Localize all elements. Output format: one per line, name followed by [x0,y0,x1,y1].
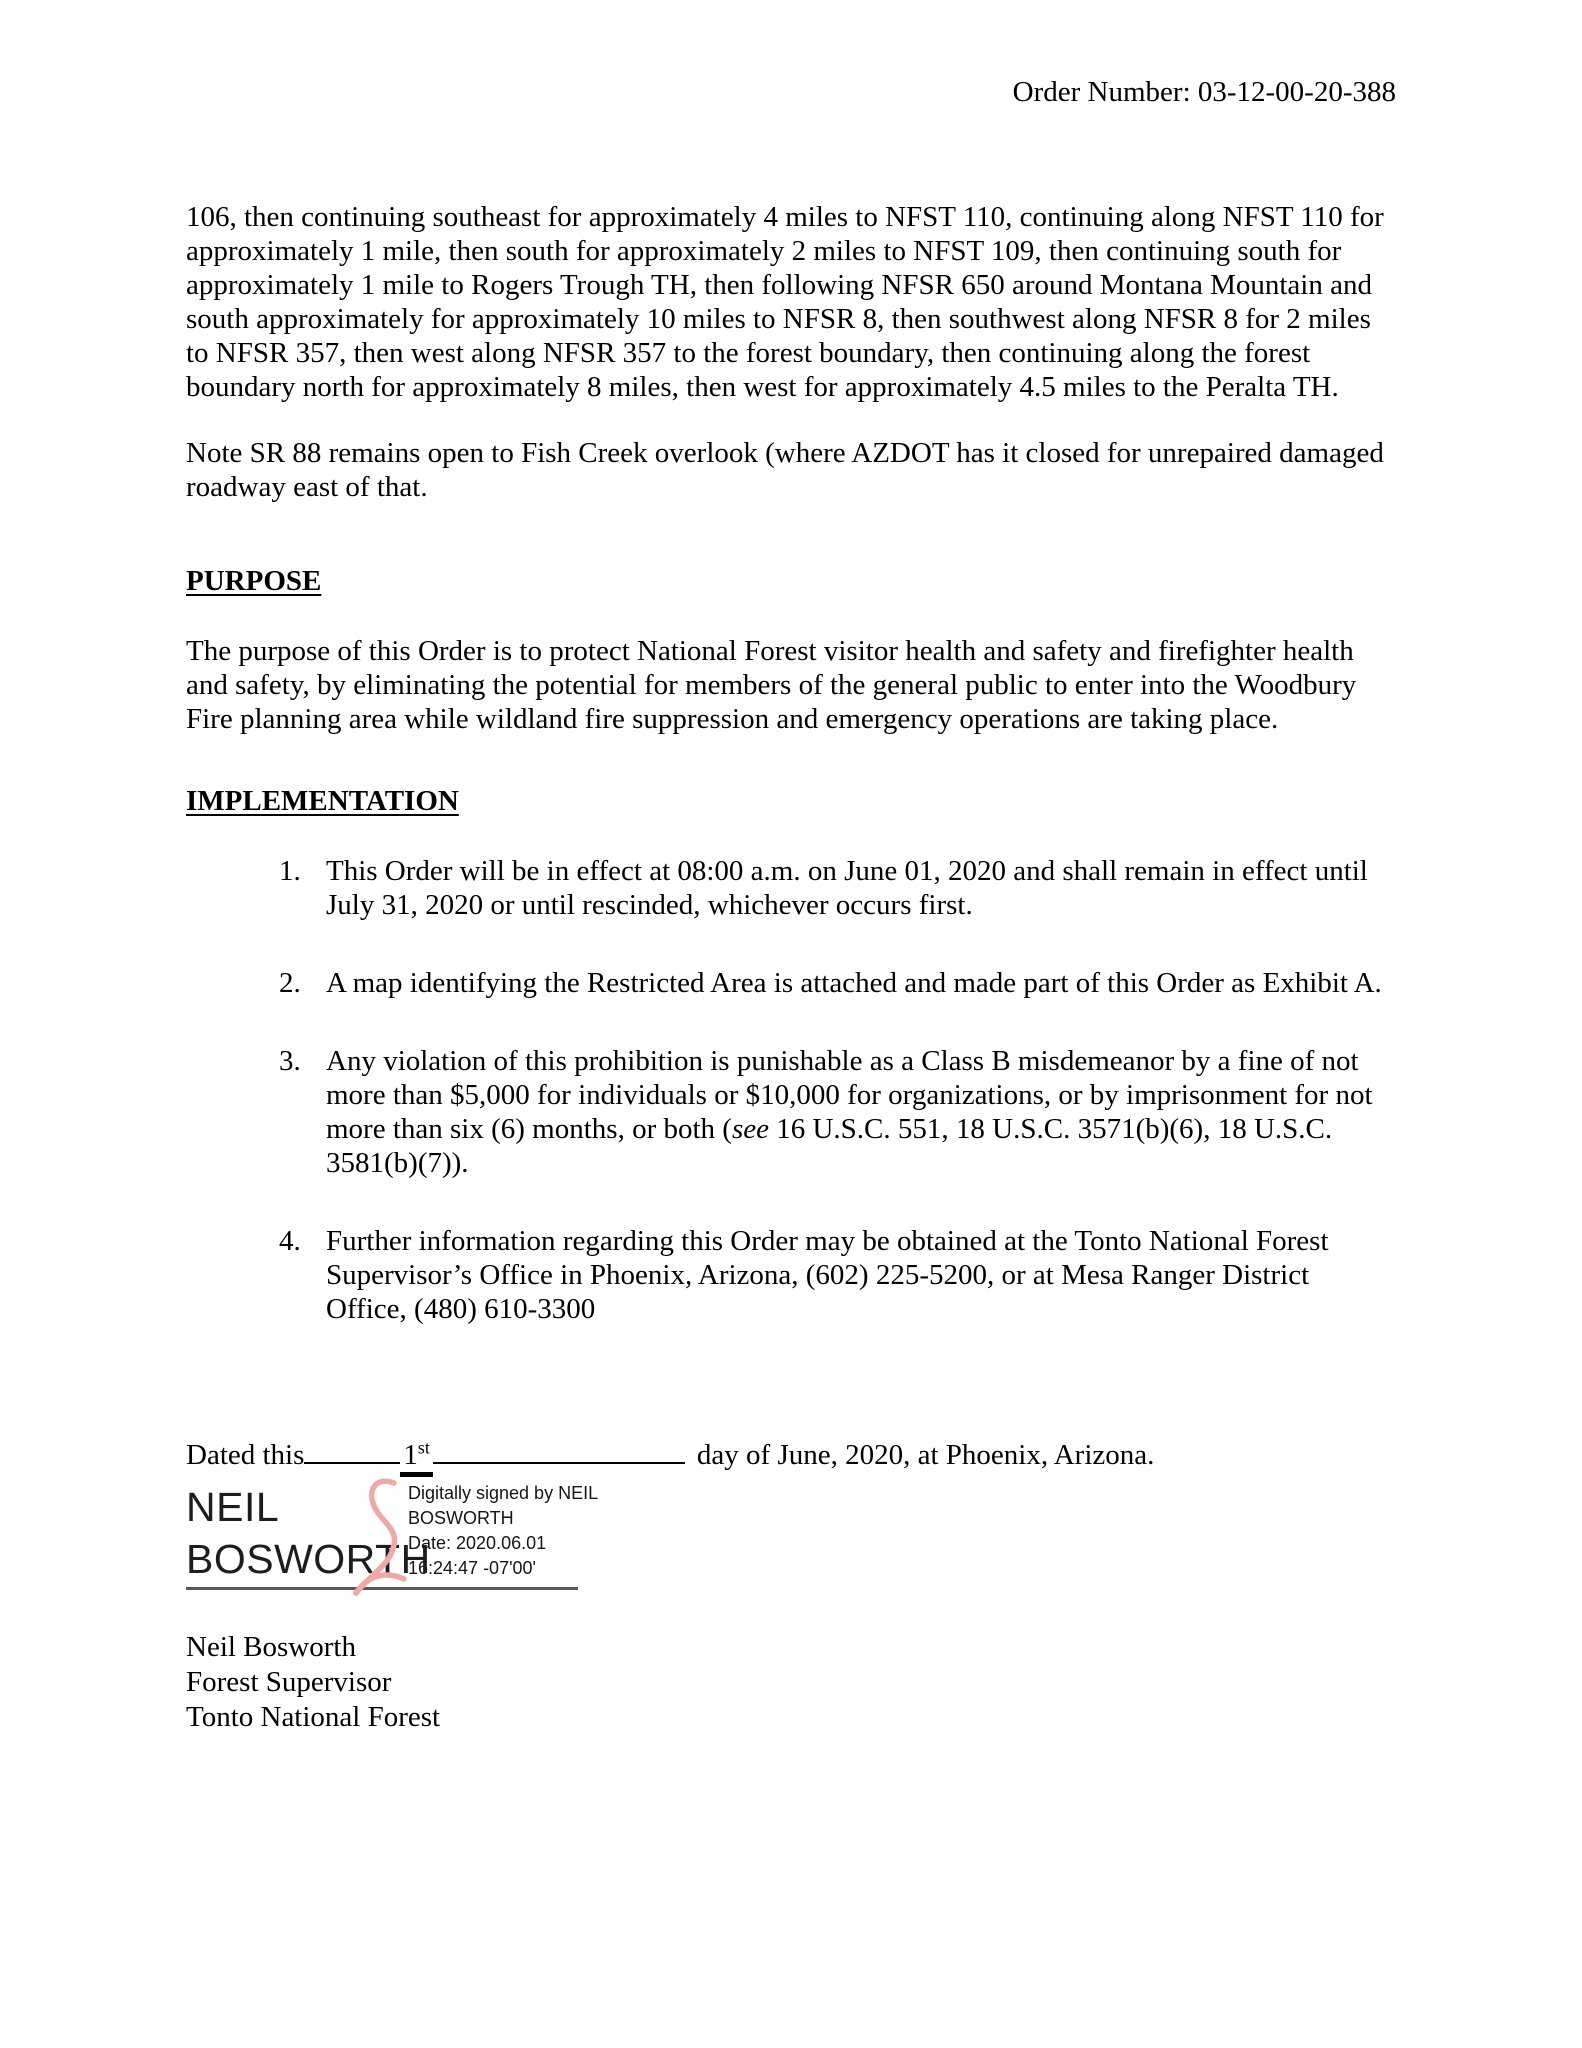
order-number-header [186,75,1396,109]
list-item-4 [279,1224,1396,1326]
boundary-description-paragraph: 106, then continuing southeast for approximately 4 miles to NFST 110, continuing along NFST 110 for approximately 1 mile, then south for approximately 2 miles to NFST 109, then continuing south for approximately 1 mile to Rogers Trough TH, then following NFSR 650 around Montana Mountain and south approximately for approximately 10 miles to NFSR 8, then southwest along NFSR 8 for 2 miles to NFSR 357, then west along NFSR 357 to the forest boundary, then continuing along the forest boundary north for approximately 8 miles, then west for approximately 4.5 miles to the Peralta TH. [186,201,1384,403]
dated-day-value [400,1438,433,1475]
dated-line [186,1438,1396,1477]
purpose-paragraph: The purpose of this Order is to protect National Forest visitor health and safety and firefighter health and safety, by eliminating the potential for members of the general public to enter into the Woodbury Fire planning area while wildland fire suppression and emergency operations are taking place. [186,635,1357,735]
closing-organization: Tonto National Forest [186,1701,441,1733]
signature-name-line2: BOSWORTH [186,1536,431,1582]
signature-name-line1: NEIL [186,1484,280,1530]
list-item-3-text [326,1044,1396,1180]
closing-block [186,1630,1396,1735]
list-item-2-text: A map identifying the Restricted Area is attached and made part of this Order as Exhibit A. [326,967,1382,999]
implementation-heading: IMPLEMENTATION [186,785,459,817]
list-item-4-text: Further information regarding this Order may be obtained at the Tonto National Forest Supervisor’s Office in Phoenix, Arizona, (602) 225-5200, or at Mesa Ranger District Office, (480) 610-3300 [326,1225,1329,1325]
list-item-3-text-before: Any violation of this prohibition is punishable as a Class B misdemeanor by a fine of not more than $5,000 for individuals or $10,000 for organizations, or by imprisonment for not more than six (6) months, or both ( [326,1045,1373,1145]
list-item-3-italic-see: see [731,1113,769,1145]
dated-prefix: Dated this [186,1439,305,1471]
dated-day-underline-group [400,1438,433,1477]
closing-name: Neil Bosworth [186,1631,356,1663]
purpose-heading: PURPOSE [186,565,322,597]
order-number-text: Order Number: 03-12-00-20-388 [1012,76,1396,108]
signature-display-name [186,1481,431,1585]
list-item-2 [279,966,1396,1000]
dated-day-ordinal: st [417,1437,430,1458]
list-item-2-number: 2. [279,967,301,999]
signature-details-line2: BOSWORTH [408,1508,514,1528]
signature-details-line3: Date: 2020.06.01 [408,1533,547,1553]
list-item-1 [279,854,1396,922]
dated-blank-line-left [304,1462,400,1464]
signature-details-line4: 16:24:47 -07'00' [408,1558,536,1578]
implementation-list [186,854,1396,1326]
dated-day-number: 1 [403,1439,418,1471]
dated-suffix: day of June, 2020, at Phoenix, Arizona. [696,1439,1155,1471]
list-item-3-text-after: 16 U.S.C. 551, 18 U.S.C. 3571(b)(6), 18 U.S.C. 3581(b)(7)). [326,1113,1333,1179]
list-item-4-number: 4. [279,1225,301,1257]
signature-details-line1: Digitally signed by NEIL [408,1483,599,1503]
list-item-1-number: 1. [279,855,301,887]
list-item-3 [279,1044,1396,1180]
signature-details [408,1481,598,1581]
dated-blank-line-right [433,1462,685,1464]
digital-signature-block [186,1479,599,1590]
closing-title: Forest Supervisor [186,1666,392,1698]
list-item-1-text: This Order will be in effect at 08:00 a.m. on June 01, 2020 and shall remain in effect until July 31, 2020 or until rescinded, whichever occurs first. [326,855,1368,921]
note-paragraph: Note SR 88 remains open to Fish Creek overlook (where AZDOT has it closed for unrepaired damaged roadway east of that. [186,437,1384,503]
list-item-3-number: 3. [279,1045,301,1077]
